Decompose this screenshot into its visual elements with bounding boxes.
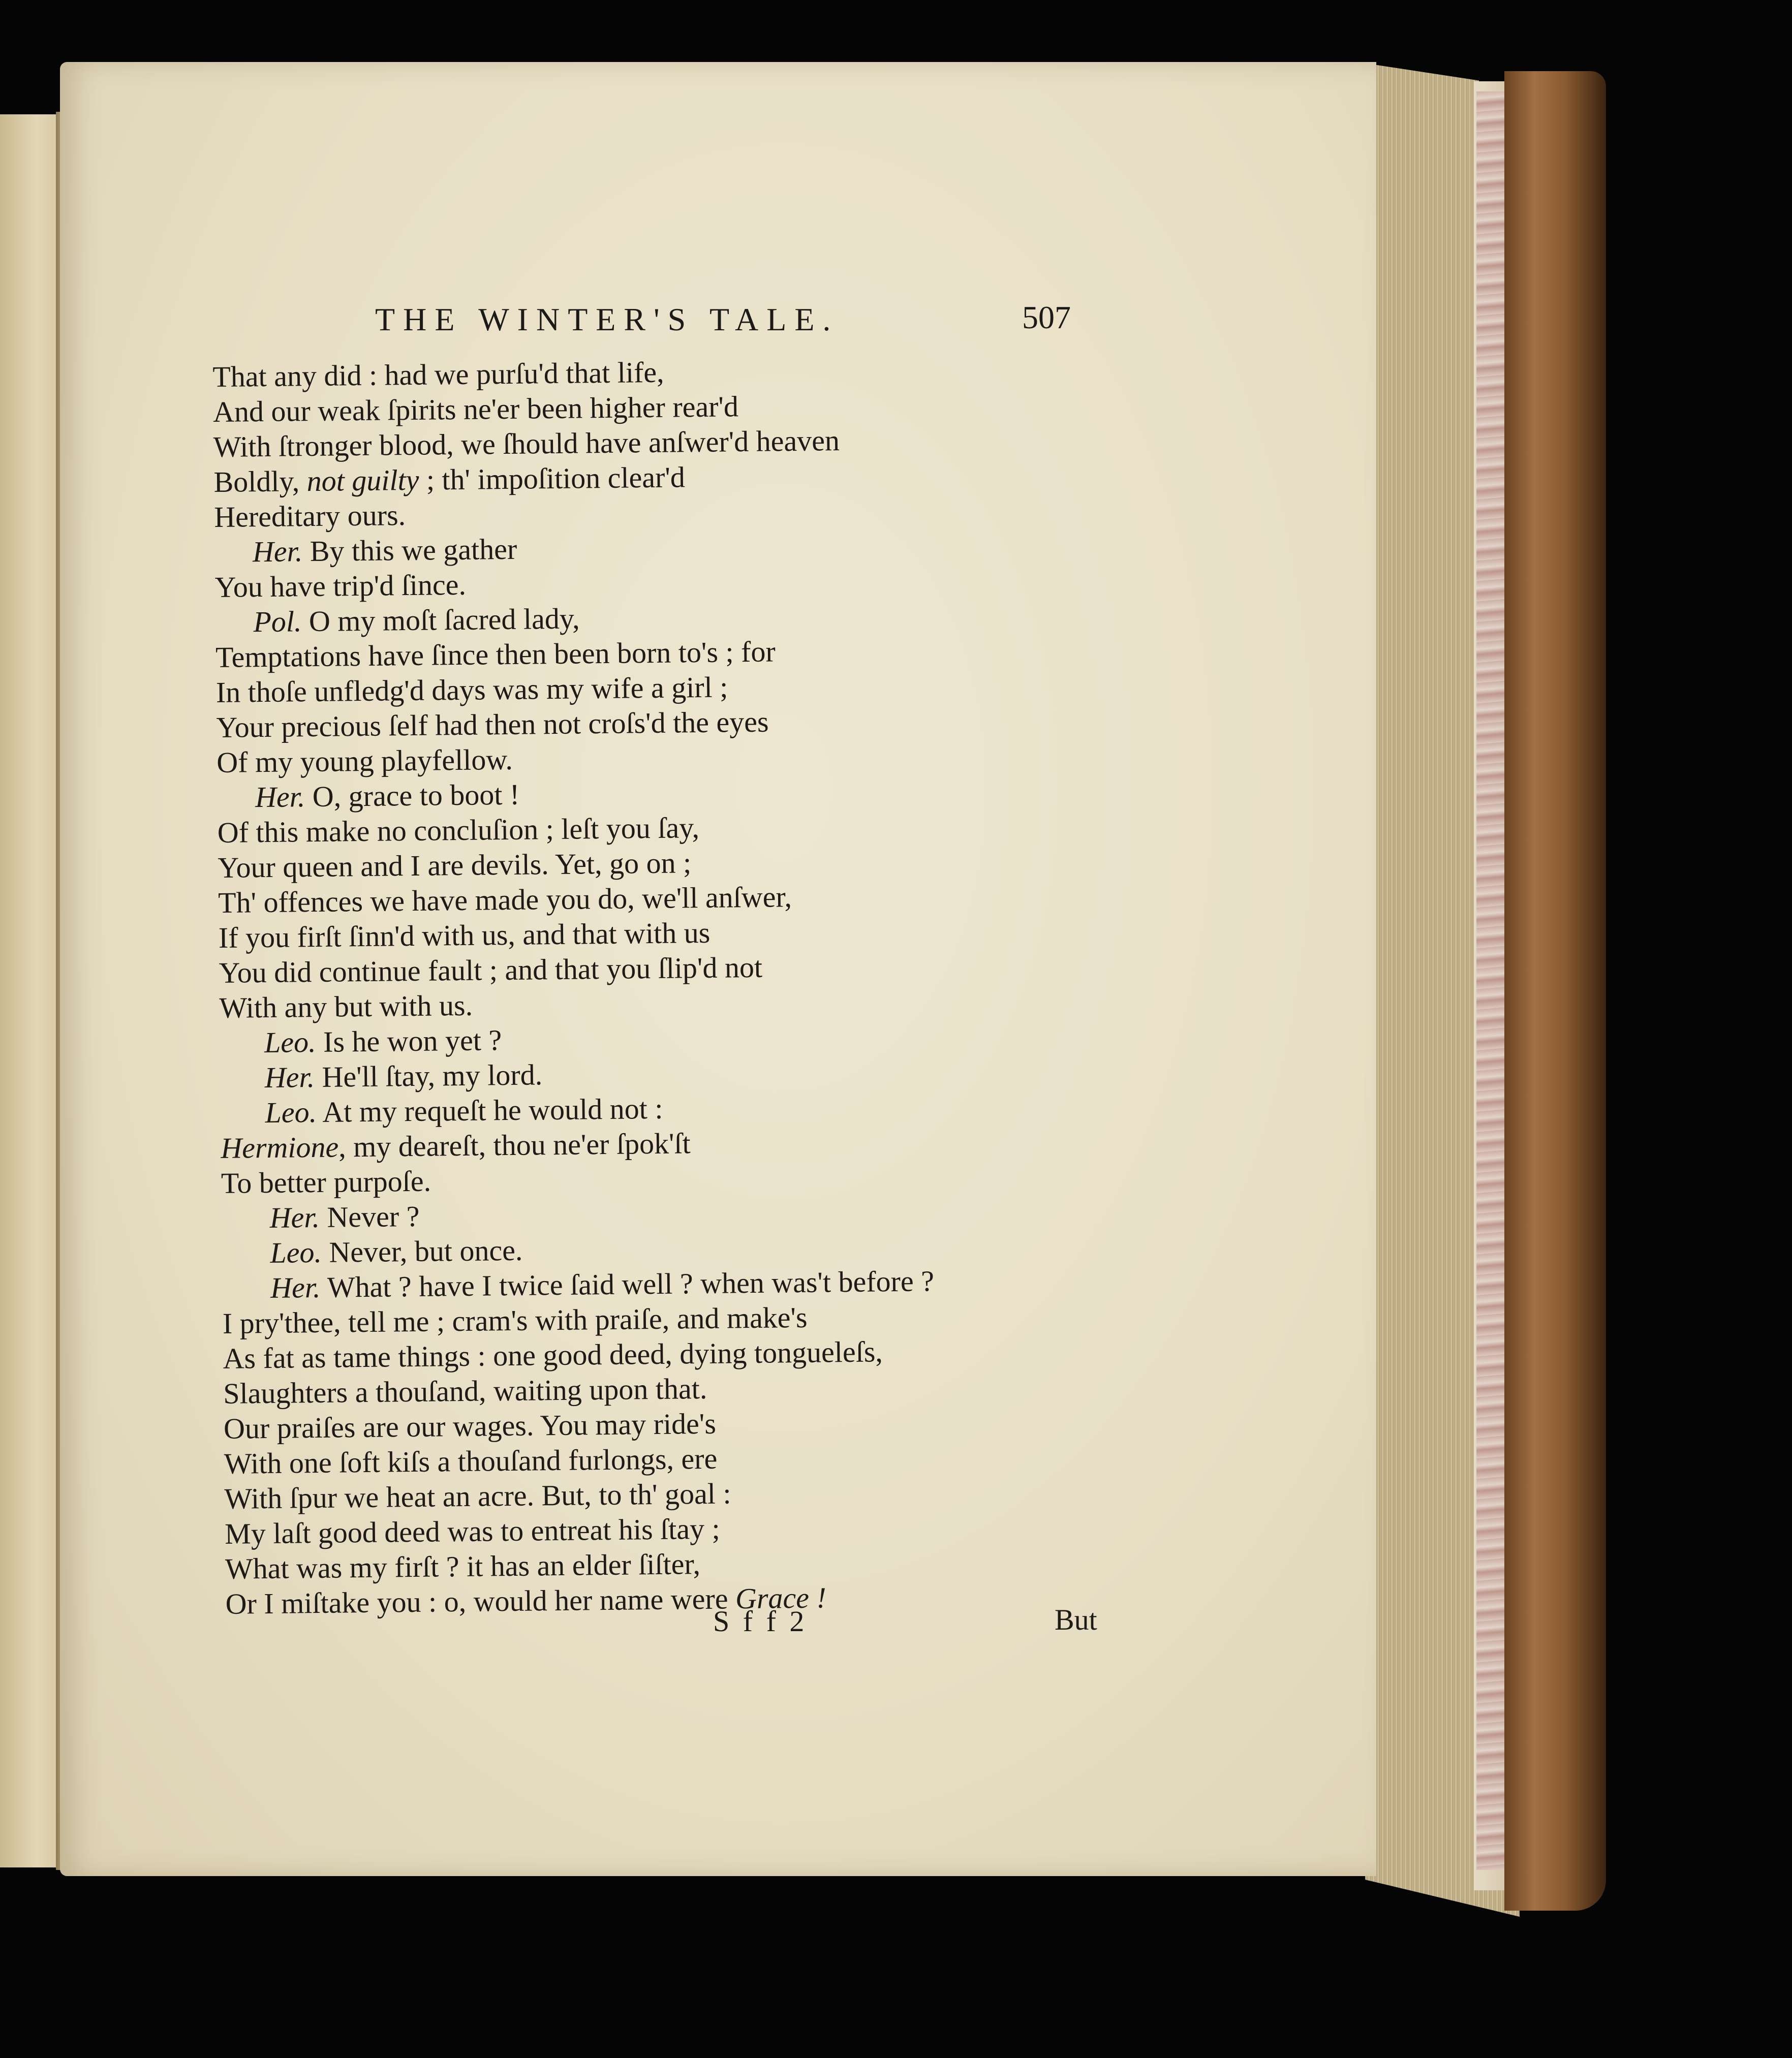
verse-line: Temptations have ſince then been born to's ; for: [215, 635, 776, 674]
line-text: At my requeſt he would not :: [316, 1092, 663, 1129]
line-text: Never ?: [319, 1199, 420, 1234]
verse-line: With any but with us.: [219, 988, 473, 1024]
verse-line: With ſpur we heat an acre. But, to th' goal :: [224, 1477, 731, 1515]
line-text: Is he won yet ?: [316, 1023, 502, 1058]
speaker-name: Her.: [255, 780, 305, 814]
line-text: ; th' impoſition clear'd: [419, 460, 686, 496]
verse-line: Of my young playfellow.: [216, 742, 513, 779]
speaker-name: Her.: [270, 1270, 321, 1304]
line-text: He'll ſtay, my lord.: [314, 1058, 543, 1094]
book-page: [60, 62, 1376, 1876]
verse-text: [212, 349, 1191, 1622]
page-number: 507: [1022, 299, 1071, 335]
speaker-name: Leo.: [265, 1095, 317, 1129]
verse-line: As fat as tame things : one good deed, dying tongueleſs,: [223, 1335, 883, 1375]
verse-line: With ſtronger blood, we ſhould have anſwer'd heaven: [213, 424, 840, 463]
line-text: O, grace to boot !: [304, 777, 520, 814]
verse-line: Hereditary ours.: [213, 498, 406, 534]
speaker-name: Leo.: [270, 1235, 322, 1269]
line-text: , my deareſt, thou ne'er ſpok'ſt: [338, 1127, 691, 1164]
line-text: Never, but once.: [321, 1233, 523, 1269]
verse-line: Your precious ſelf had then not croſs'd the eyes: [216, 705, 769, 744]
italic-phrase: Grace !: [735, 1581, 827, 1615]
verse-line: Slaughters a thouſand, waiting upon that.: [223, 1371, 707, 1410]
line-text: Or I miſtake you : o, would her name were: [225, 1582, 736, 1620]
speaker-name: Her.: [264, 1060, 315, 1094]
verse-line: Our praiſes are our wages. You may ride's: [223, 1407, 717, 1445]
speaker-name: Pol.: [253, 605, 302, 639]
line-text: Boldly,: [213, 464, 307, 498]
speaker-name: Her.: [252, 535, 303, 569]
verse-line: What was my firſt ? it has an elder ſiſter,: [225, 1547, 701, 1585]
verse-line: That any did : had we purſu'd that life,: [212, 355, 664, 393]
line-text: By this we gather: [302, 532, 517, 568]
signature-mark: S f f 2: [713, 1605, 808, 1638]
verse-line: If you firſt ſinn'd with us, and that with us: [218, 916, 710, 954]
verse-line: To better purpoſe.: [221, 1164, 431, 1200]
line-text: What ? have I twice ſaid well ? when was't before ?: [320, 1264, 935, 1304]
marbled-endpaper: [1476, 91, 1507, 1870]
verse-line: Your queen and I are devils. Yet, go on ;: [218, 846, 692, 884]
speaker-name: Leo.: [264, 1025, 316, 1059]
verse-line: With one ſoft kiſs a thouſand furlongs, ere: [224, 1442, 718, 1480]
verse-line: You have trip'd ſince.: [214, 568, 467, 604]
verse-line: My laſt good deed was to entreat his ſtay ;: [224, 1512, 721, 1550]
speaker-name: Hermione: [220, 1130, 339, 1165]
verse-line: I pry'thee, tell me ; cram's with praiſe, and make's: [222, 1300, 808, 1340]
running-head: THE WINTER'S TALE.: [375, 301, 839, 337]
leather-cover: [1504, 71, 1606, 1911]
catchword: But: [1055, 1603, 1097, 1636]
speaker-name: Her.: [269, 1200, 320, 1234]
italic-phrase: not guilty: [306, 463, 419, 498]
verse-line: You did continue fault ; and that you ſlip'd not: [219, 950, 763, 989]
verse-line: In thoſe unfledg'd days was my wife a girl ;: [215, 670, 728, 709]
verse-line: Th' offences we have made you do, we'll anſwer,: [218, 880, 792, 919]
line-text: O my moſt ſacred lady,: [301, 602, 580, 638]
verse-line: Of this make no concluſion ; leſt you ſay,: [217, 811, 700, 849]
verse-line: And our weak ſpirits ne'er been higher rear'd: [212, 390, 739, 428]
